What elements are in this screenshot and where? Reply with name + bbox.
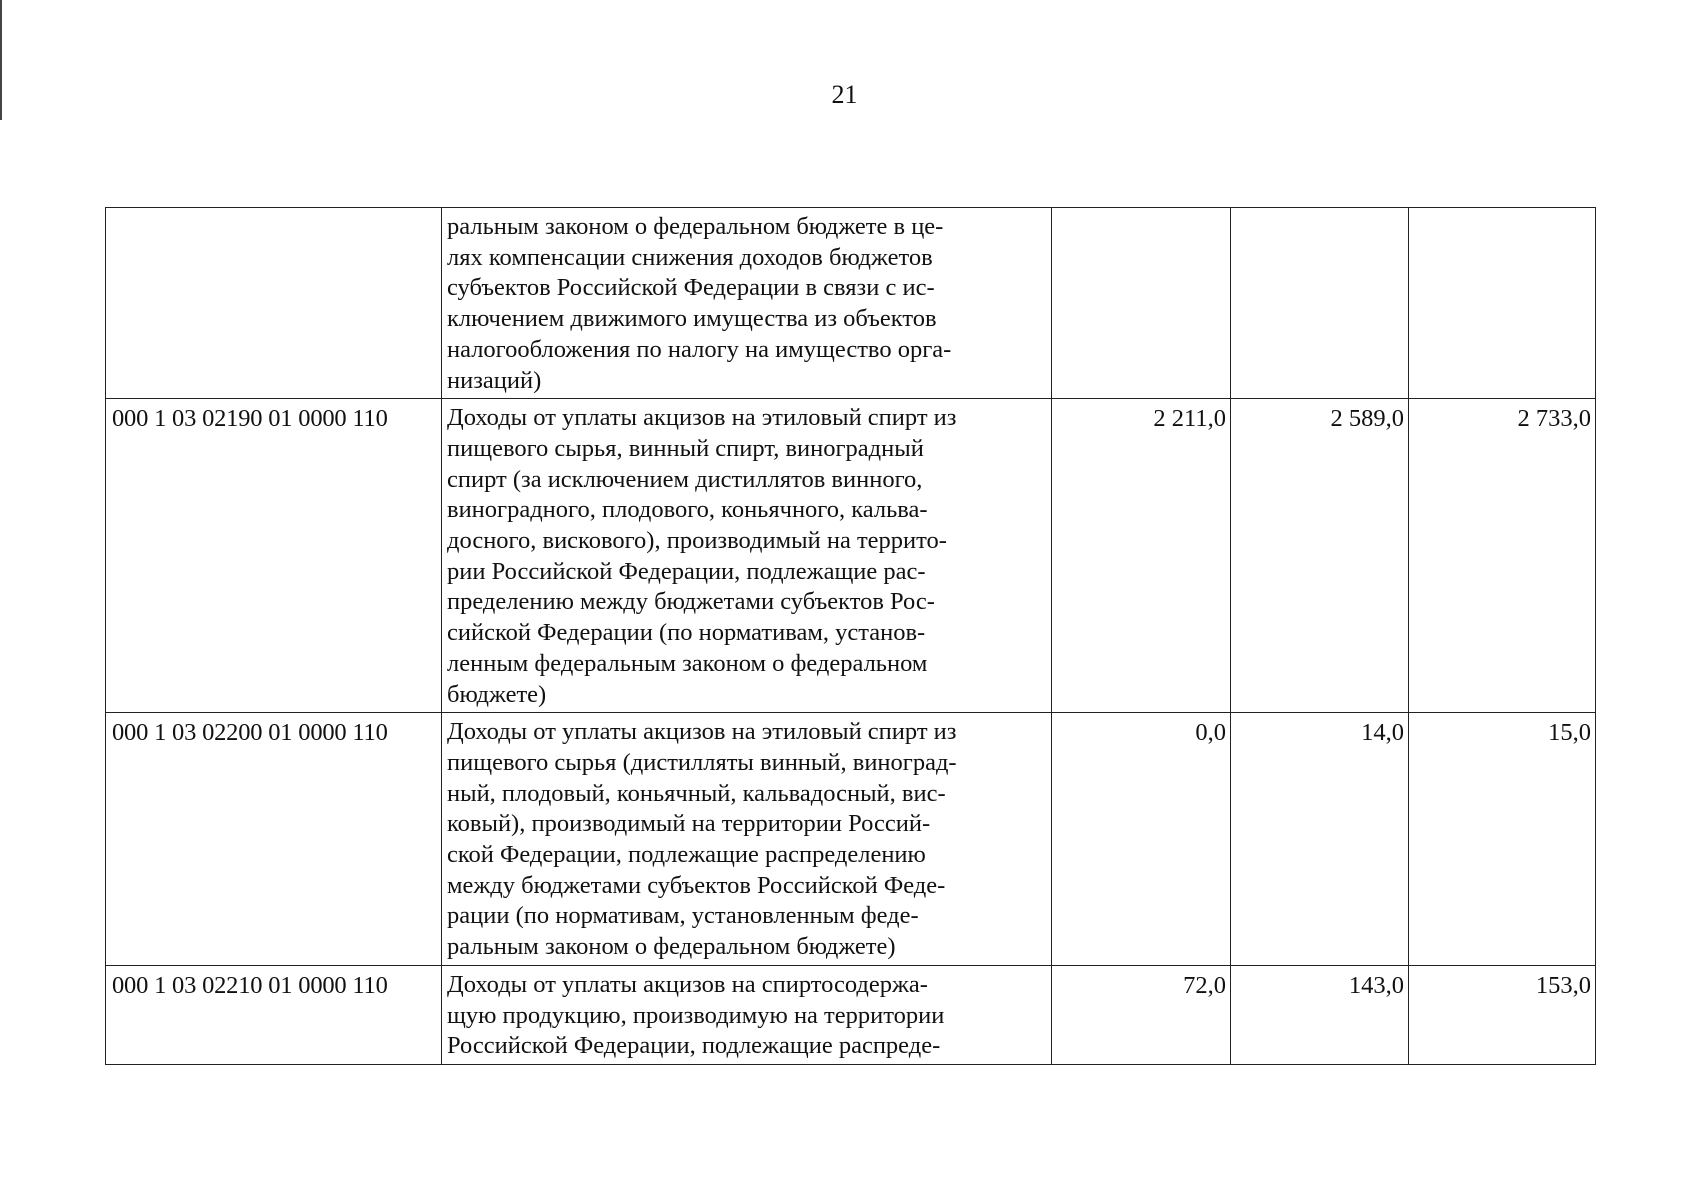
amount-cell-col3: 2 733,0 [1409, 399, 1596, 713]
description-line: Доходы от уплаты акцизов на этиловый спирт из [447, 404, 957, 432]
budget-code-cell: 000 1 03 02200 01 0000 110 [106, 713, 442, 966]
description-line: досного, вискового), производимый на террито- [447, 527, 947, 555]
budget-code-cell: 000 1 03 02210 01 0000 110 [106, 965, 442, 1064]
description-line: пищевого сырья (дистилляты винный, виноград- [447, 748, 957, 776]
amount-cell-col1: 2 211,0 [1052, 399, 1231, 713]
description-line: пределению между бюджетами субъектов Рос- [447, 588, 935, 616]
description-line: низаций) [447, 366, 542, 394]
description-line: рии Российской Федерации, подлежащие рас- [447, 557, 926, 585]
description-line: спирт (за исключением дистиллятов винного, [447, 465, 923, 493]
budget-code-cell: 000 1 03 02190 01 0000 110 [106, 399, 442, 713]
amount-cell-col1 [1052, 208, 1231, 399]
page-number: 21 [831, 80, 858, 109]
amount-cell-col3: 15,0 [1409, 713, 1596, 966]
amount-cell-col2: 2 589,0 [1231, 399, 1409, 713]
table-row [106, 965, 1596, 1064]
amount-cell-col1: 72,0 [1052, 965, 1231, 1064]
description-line: ный, плодовый, коньячный, кальвадосный, вис- [447, 779, 946, 807]
income-description-cell [442, 965, 1052, 1064]
amount-cell-col3: 153,0 [1409, 965, 1596, 1064]
description-line: Российской Федерации, подлежащие распреде- [447, 1032, 941, 1060]
description-line: налогообложения по налогу на имущество орга- [447, 335, 952, 363]
description-line: щую продукцию, производимую на территории [447, 1001, 945, 1029]
income-description-cell [442, 208, 1052, 399]
amount-cell-col2: 143,0 [1231, 965, 1409, 1064]
amount-cell-col2 [1231, 208, 1409, 399]
description-line: ской Федерации, подлежащие распределению [447, 841, 926, 869]
description-line: ленным федеральным законом о федеральном [447, 649, 928, 677]
table-body [106, 208, 1596, 1065]
income-description-cell [442, 399, 1052, 713]
table-row [106, 399, 1596, 713]
description-line: ральным законом о федеральном бюджете в це- [447, 213, 944, 240]
description-line: ковый), производимый на территории Россий- [447, 810, 931, 838]
description-line: бюджете) [447, 680, 547, 708]
description-line: рации (по нормативам, установленным феде- [447, 902, 919, 930]
budget-code-cell [106, 208, 442, 399]
amount-cell-col1: 0,0 [1052, 713, 1231, 966]
description-line: Доходы от уплаты акцизов на спиртосодержа- [447, 970, 928, 998]
income-description-cell [442, 713, 1052, 966]
amount-cell-col3 [1409, 208, 1596, 399]
table-row [106, 713, 1596, 966]
description-line: виноградного, плодового, коньячного, кальва- [447, 496, 928, 524]
description-line: между бюджетами субъектов Российской Феде- [447, 871, 946, 899]
budget-table-wrapper [105, 207, 1595, 1065]
description-line: субъектов Российской Федерации в связи с ис- [447, 274, 935, 302]
amount-cell-col2: 14,0 [1231, 713, 1409, 966]
budget-income-table [105, 207, 1596, 1065]
description-line: лях компенсации снижения доходов бюджетов [447, 243, 933, 271]
description-line: ральным законом о федеральном бюджете) [447, 933, 896, 961]
table-row [106, 208, 1596, 399]
description-line: сийской Федерации (по нормативам, установ- [447, 619, 926, 647]
description-line: ключением движимого имущества из объектов [447, 305, 937, 333]
description-line: пищевого сырья, винный спирт, виноградный [447, 434, 924, 462]
description-line: Доходы от уплаты акцизов на этиловый спирт из [447, 718, 957, 746]
